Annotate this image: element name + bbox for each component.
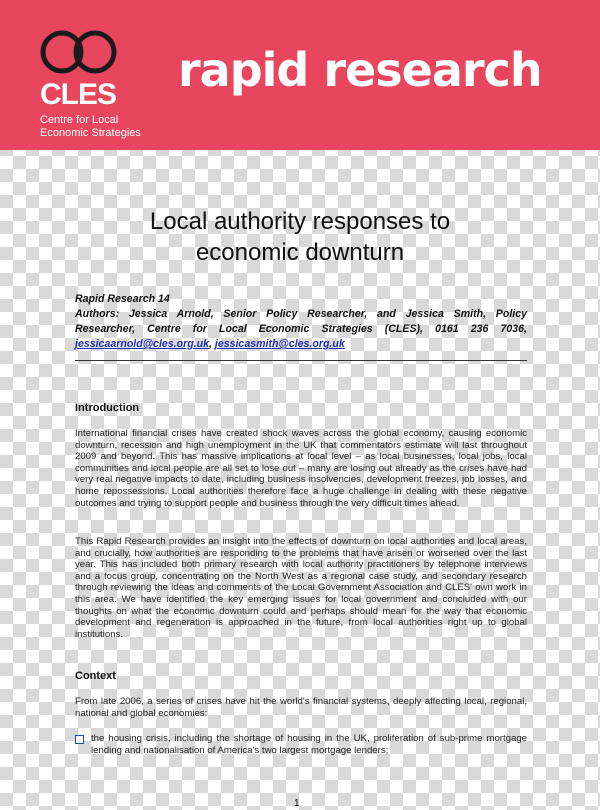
intro-paragraph-1: International financial crises have created shock waves across the global economy, causing economic downturn, recession and high unemployment in the UK that commentators estimate will last throughout 2009 and beyond. This has massive implications at local level – as local businesses, local jobs, local communities and local people are all set to lose out – many are losing out already as the crises have had very real negative impacts to date, including business insolvencies, development freezes, job losses, and home repossessions. Local authorities therefore face a huge challenge in dealing with these negative outcomes and trying to support people and business through the very difficult times ahead. [75, 428, 527, 509]
logo-wordmark: CLES [40, 78, 117, 111]
intro-paragraph-2: This Rapid Research provides an insight into the effects of downturn on local authorities and local areas, and crucially, how authorities are responding to the problems that have arisen or worsened over the last year. This has included both primary research with local authority practitioners by telephone interviews and a focus group, concentrating on the North West as a regional case study, and secondary research through reviewing the ideas and comments of the Local Government Association and CLES' own work in this area. We have identified the key emerging issues for local government and concluded with our thoughts on what the economic downturn could and perhaps should mean for the way that economic development and regeneration is approached in the future, from local authorities right up to global institutions. [75, 536, 527, 640]
logo-subtitle-line-1: Centre for Local [40, 114, 119, 126]
section-heading-context: Context [75, 670, 116, 682]
author-block [75, 292, 527, 352]
list-item-text: the housing crisis, including the shortage of housing in the UK, proliferation of sub-prime mortgage lending and nationalisation of America's two largest mortgage lenders; [91, 733, 527, 756]
email-link-smith[interactable]: jessicasmith@cles.org.uk [214, 338, 345, 350]
series-label: Rapid Research 14 [75, 293, 170, 305]
banner-title: rapid research [178, 43, 542, 97]
document-title-line-1: Local authority responses to [149, 208, 451, 235]
document-title [60, 206, 540, 268]
page-number: 1 [294, 798, 300, 809]
document-title-line-2: economic downturn [195, 239, 405, 266]
section-heading-introduction: Introduction [75, 402, 140, 414]
authors-text [75, 307, 527, 352]
divider [75, 360, 527, 361]
square-bullet-icon [75, 735, 84, 744]
email-separator: , [208, 338, 215, 350]
context-paragraph-1: From late 2006, a series of crises have hit the world's financial systems, deeply affecting local, regional, national and global economies: [75, 696, 527, 719]
header-banner [0, 0, 600, 150]
logo-subtitle [40, 114, 170, 140]
cles-logo [22, 20, 140, 142]
logo-subtitle-line-2: Economic Strategies [40, 127, 141, 139]
authors-line: Authors: Jessica Arnold, Senior Policy Researcher, and Jessica Smith, Policy Researcher, Centre for Local Economic Strategies (CLES), 0161 236 7036, [75, 308, 527, 335]
email-link-arnold[interactable]: jessicaarnold@cles.org.uk [75, 338, 209, 350]
linked-rings-icon [40, 26, 120, 78]
